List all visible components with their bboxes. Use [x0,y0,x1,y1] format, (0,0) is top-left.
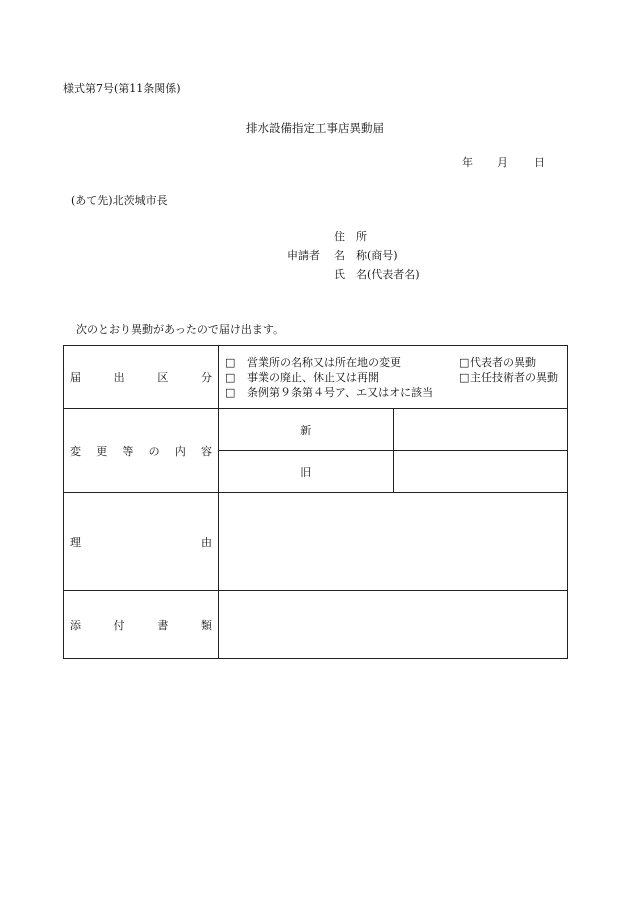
representative-name-label: 氏 名(代表者名) [334,268,420,281]
business-name-label: 名 称(商号) [334,249,398,262]
date-day-label: 日 [534,156,545,169]
addressee: (あて先)北茨城市長 [71,194,168,207]
label-char: 理 [70,535,81,549]
option-chief-engineer-change-label: 主任技術者の異動 [470,371,558,384]
checkbox-office-change[interactable]: □ [225,356,236,369]
option-representative-change-label: 代表者の異動 [470,356,536,369]
label-char: 等 [122,444,134,458]
change-details-label [64,409,219,493]
checkbox-business-suspension[interactable]: □ [225,371,236,384]
date-month-label: 月 [497,156,508,169]
label-char: 添 [70,618,81,632]
applicant-label: 申請者 [287,249,320,262]
label-char: 更 [96,444,108,458]
reason-field[interactable] [219,493,568,591]
notification-form-table [63,345,568,659]
new-label: 新 [219,409,394,451]
checkbox-chief-engineer-change[interactable]: □ [459,371,470,384]
label-char: 出 [113,371,125,384]
label-char: の [148,444,160,458]
attachments-field[interactable] [219,591,568,659]
notification-category-row [64,346,568,409]
label-char: 内 [174,444,186,458]
label-char: 届 [70,371,81,384]
form-number: 様式第7号(第11条関係) [63,82,181,95]
attachments-label [64,591,219,659]
option-business-suspension-label: 事業の廃止、休止又は再開 [247,371,379,384]
label-char: 変 [70,444,81,458]
checkbox-representative-change[interactable]: □ [459,356,470,369]
old-value-field[interactable] [393,451,568,493]
label-char: 分 [200,371,212,384]
label-char: 区 [157,371,169,384]
intro-text: 次のとおり異動があったので届け出ます。 [76,323,285,336]
page-title: 排水設備指定工事店異動届 [246,121,384,135]
change-new-row [64,409,568,451]
checkbox-ordinance-applicable[interactable]: □ [225,386,236,399]
attachments-row [64,591,568,659]
date-year-label: 年 [462,156,473,169]
label-char: 類 [200,618,212,632]
reason-row [64,493,568,591]
old-label: 旧 [219,451,394,493]
label-char: 容 [200,444,212,458]
new-value-field[interactable] [393,409,568,451]
label-char: 由 [201,535,212,549]
notification-category-options [219,346,568,409]
notification-category-label [64,346,219,409]
reason-label [64,493,219,591]
label-char: 付 [113,618,125,632]
option-ordinance-applicable-label: 条例第９条第４号ア、エ又はオに該当 [247,386,434,399]
label-char: 書 [157,618,169,632]
option-office-change-label: 営業所の名称又は所在地の変更 [247,356,401,369]
address-label: 住 所 [334,230,367,243]
